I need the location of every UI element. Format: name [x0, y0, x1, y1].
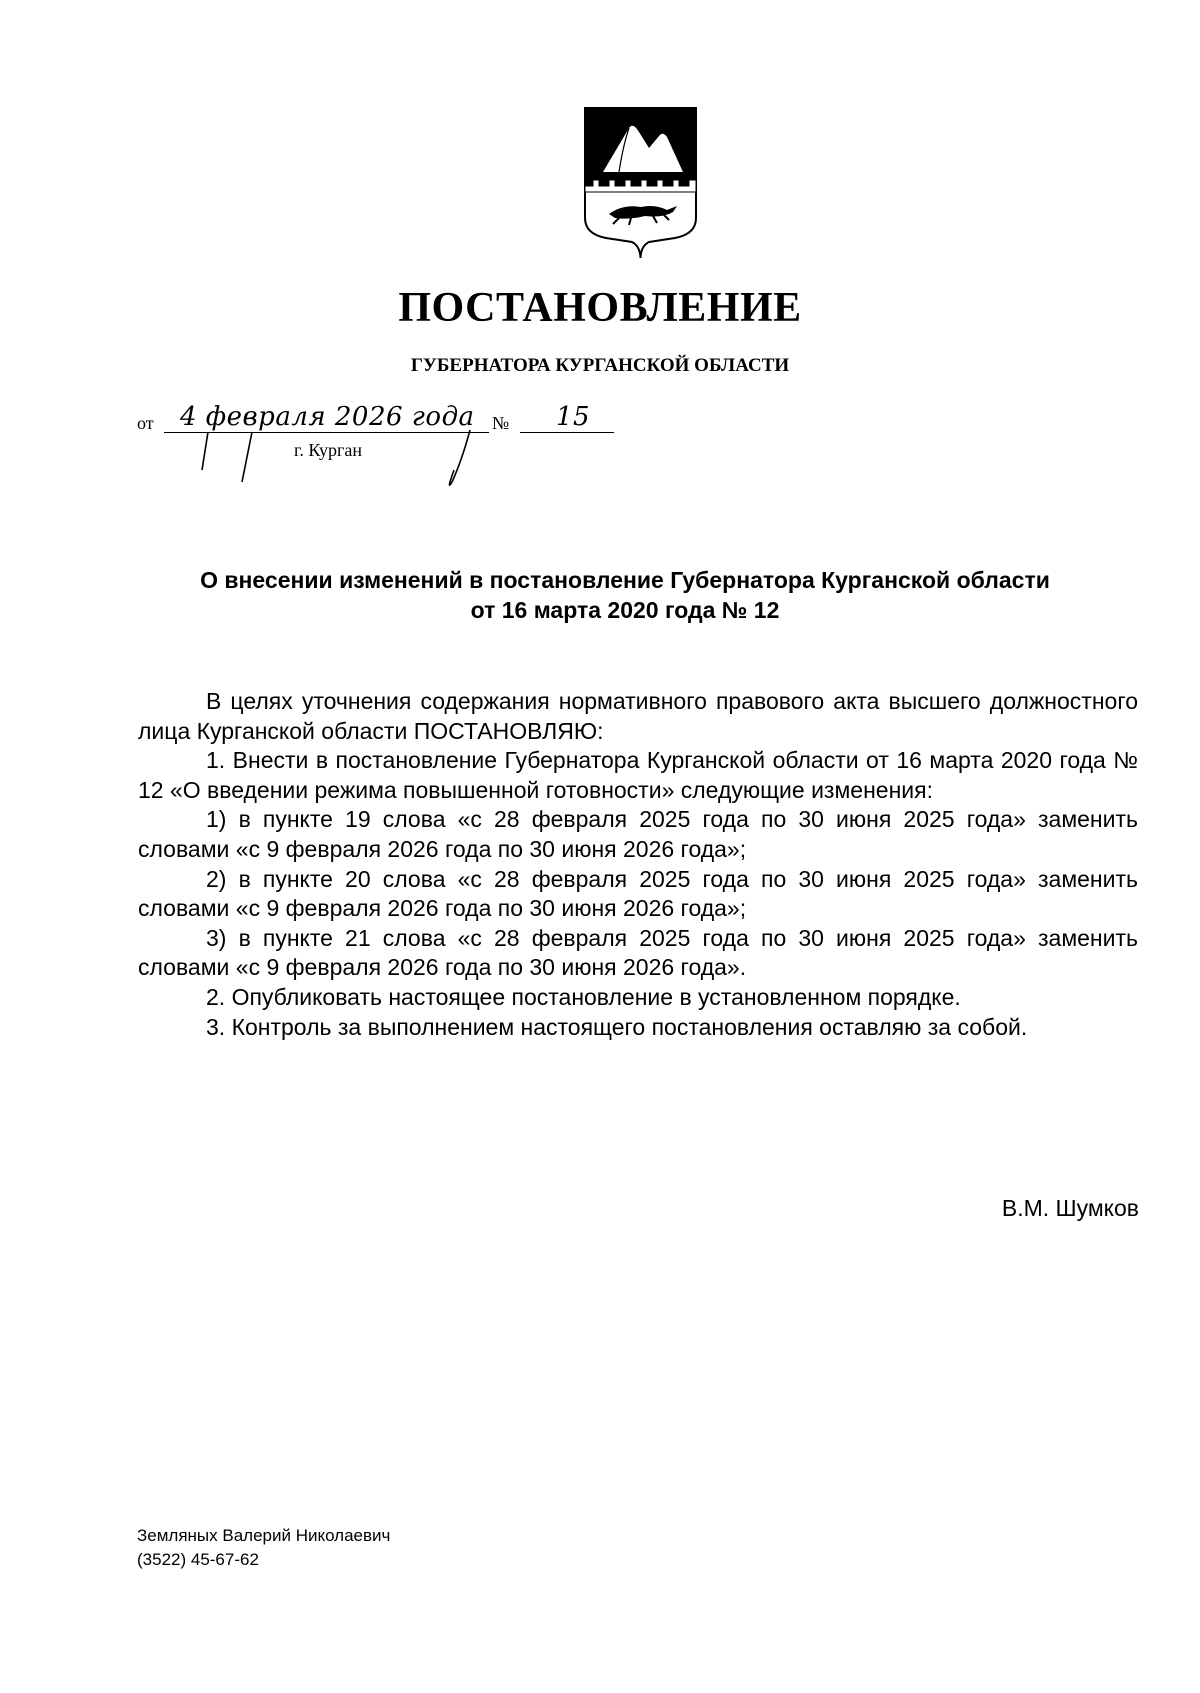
paragraph-preamble: В целях уточнения содержания нормативного правового акта высшего должностного лица Курганской области ПОСТАНОВЛЯЮ:	[138, 688, 1138, 744]
handwritten-date: 4 февраля 2026 года	[180, 402, 475, 432]
subject-line-1: О внесении изменений в постановление Губернатора Курганской области	[200, 567, 1050, 593]
from-label: от	[137, 413, 154, 433]
issuer-title: ГУБЕРНАТОРА КУРГАНСКОЙ ОБЛАСТИ	[410, 355, 790, 376]
paragraph-item-1: 1. Внести в постановление Губернатора Курганской области от 16 марта 2020 года № 12 «О введении режима повышенной готовности» следующие изменения:	[138, 747, 1138, 803]
document-type-title: ПОСТАНОВЛЕНИЕ	[398, 285, 802, 331]
handwritten-number: 15	[556, 402, 591, 432]
number-underline	[520, 432, 614, 433]
document-subject	[130, 565, 1120, 625]
paragraph-item-3: 3. Контроль за выполнением настоящего постановления оставляю за собой.	[206, 1013, 1028, 1040]
paragraph-subitem-2: 2) в пункте 20 слова «с 28 февраля 2025 года по 30 июня 2025 года» заменить словами «с 9 февраля 2026 года по 30 июня 2026 года»;	[138, 865, 1138, 922]
paragraph-subitem-3: 3) в пункте 21 слова «с 28 февраля 2025 года по 30 июня 2025 года» заменить словами «с 9 февраля 2026 года по 30 июня 2026 года».	[138, 924, 1138, 981]
paragraph-item-2: 2. Опубликовать настоящее постановление в установленном порядке.	[206, 983, 961, 1010]
signature-name: В.М. Шумков	[1001, 1195, 1139, 1221]
paragraph-subitem-1: 1) в пункте 19 слова «с 28 февраля 2025 года по 30 июня 2025 года» заменить словами «с 9 февраля 2026 года по 30 июня 2026 года»;	[138, 806, 1138, 862]
executor-phone: (3522) 45-67-62	[137, 1550, 259, 1569]
number-label: №	[492, 413, 510, 433]
executor-name: Земляных Валерий Николаевич	[137, 1526, 391, 1545]
handwriting-strokes	[190, 430, 490, 500]
subject-line-2: от 16 марта 2020 года № 12	[470, 597, 780, 623]
kurgan-oblast-coat-of-arms-icon	[583, 106, 698, 262]
document-body	[138, 687, 1138, 1042]
executor-contact	[137, 1524, 390, 1572]
city-label: г. Курган	[294, 440, 363, 460]
